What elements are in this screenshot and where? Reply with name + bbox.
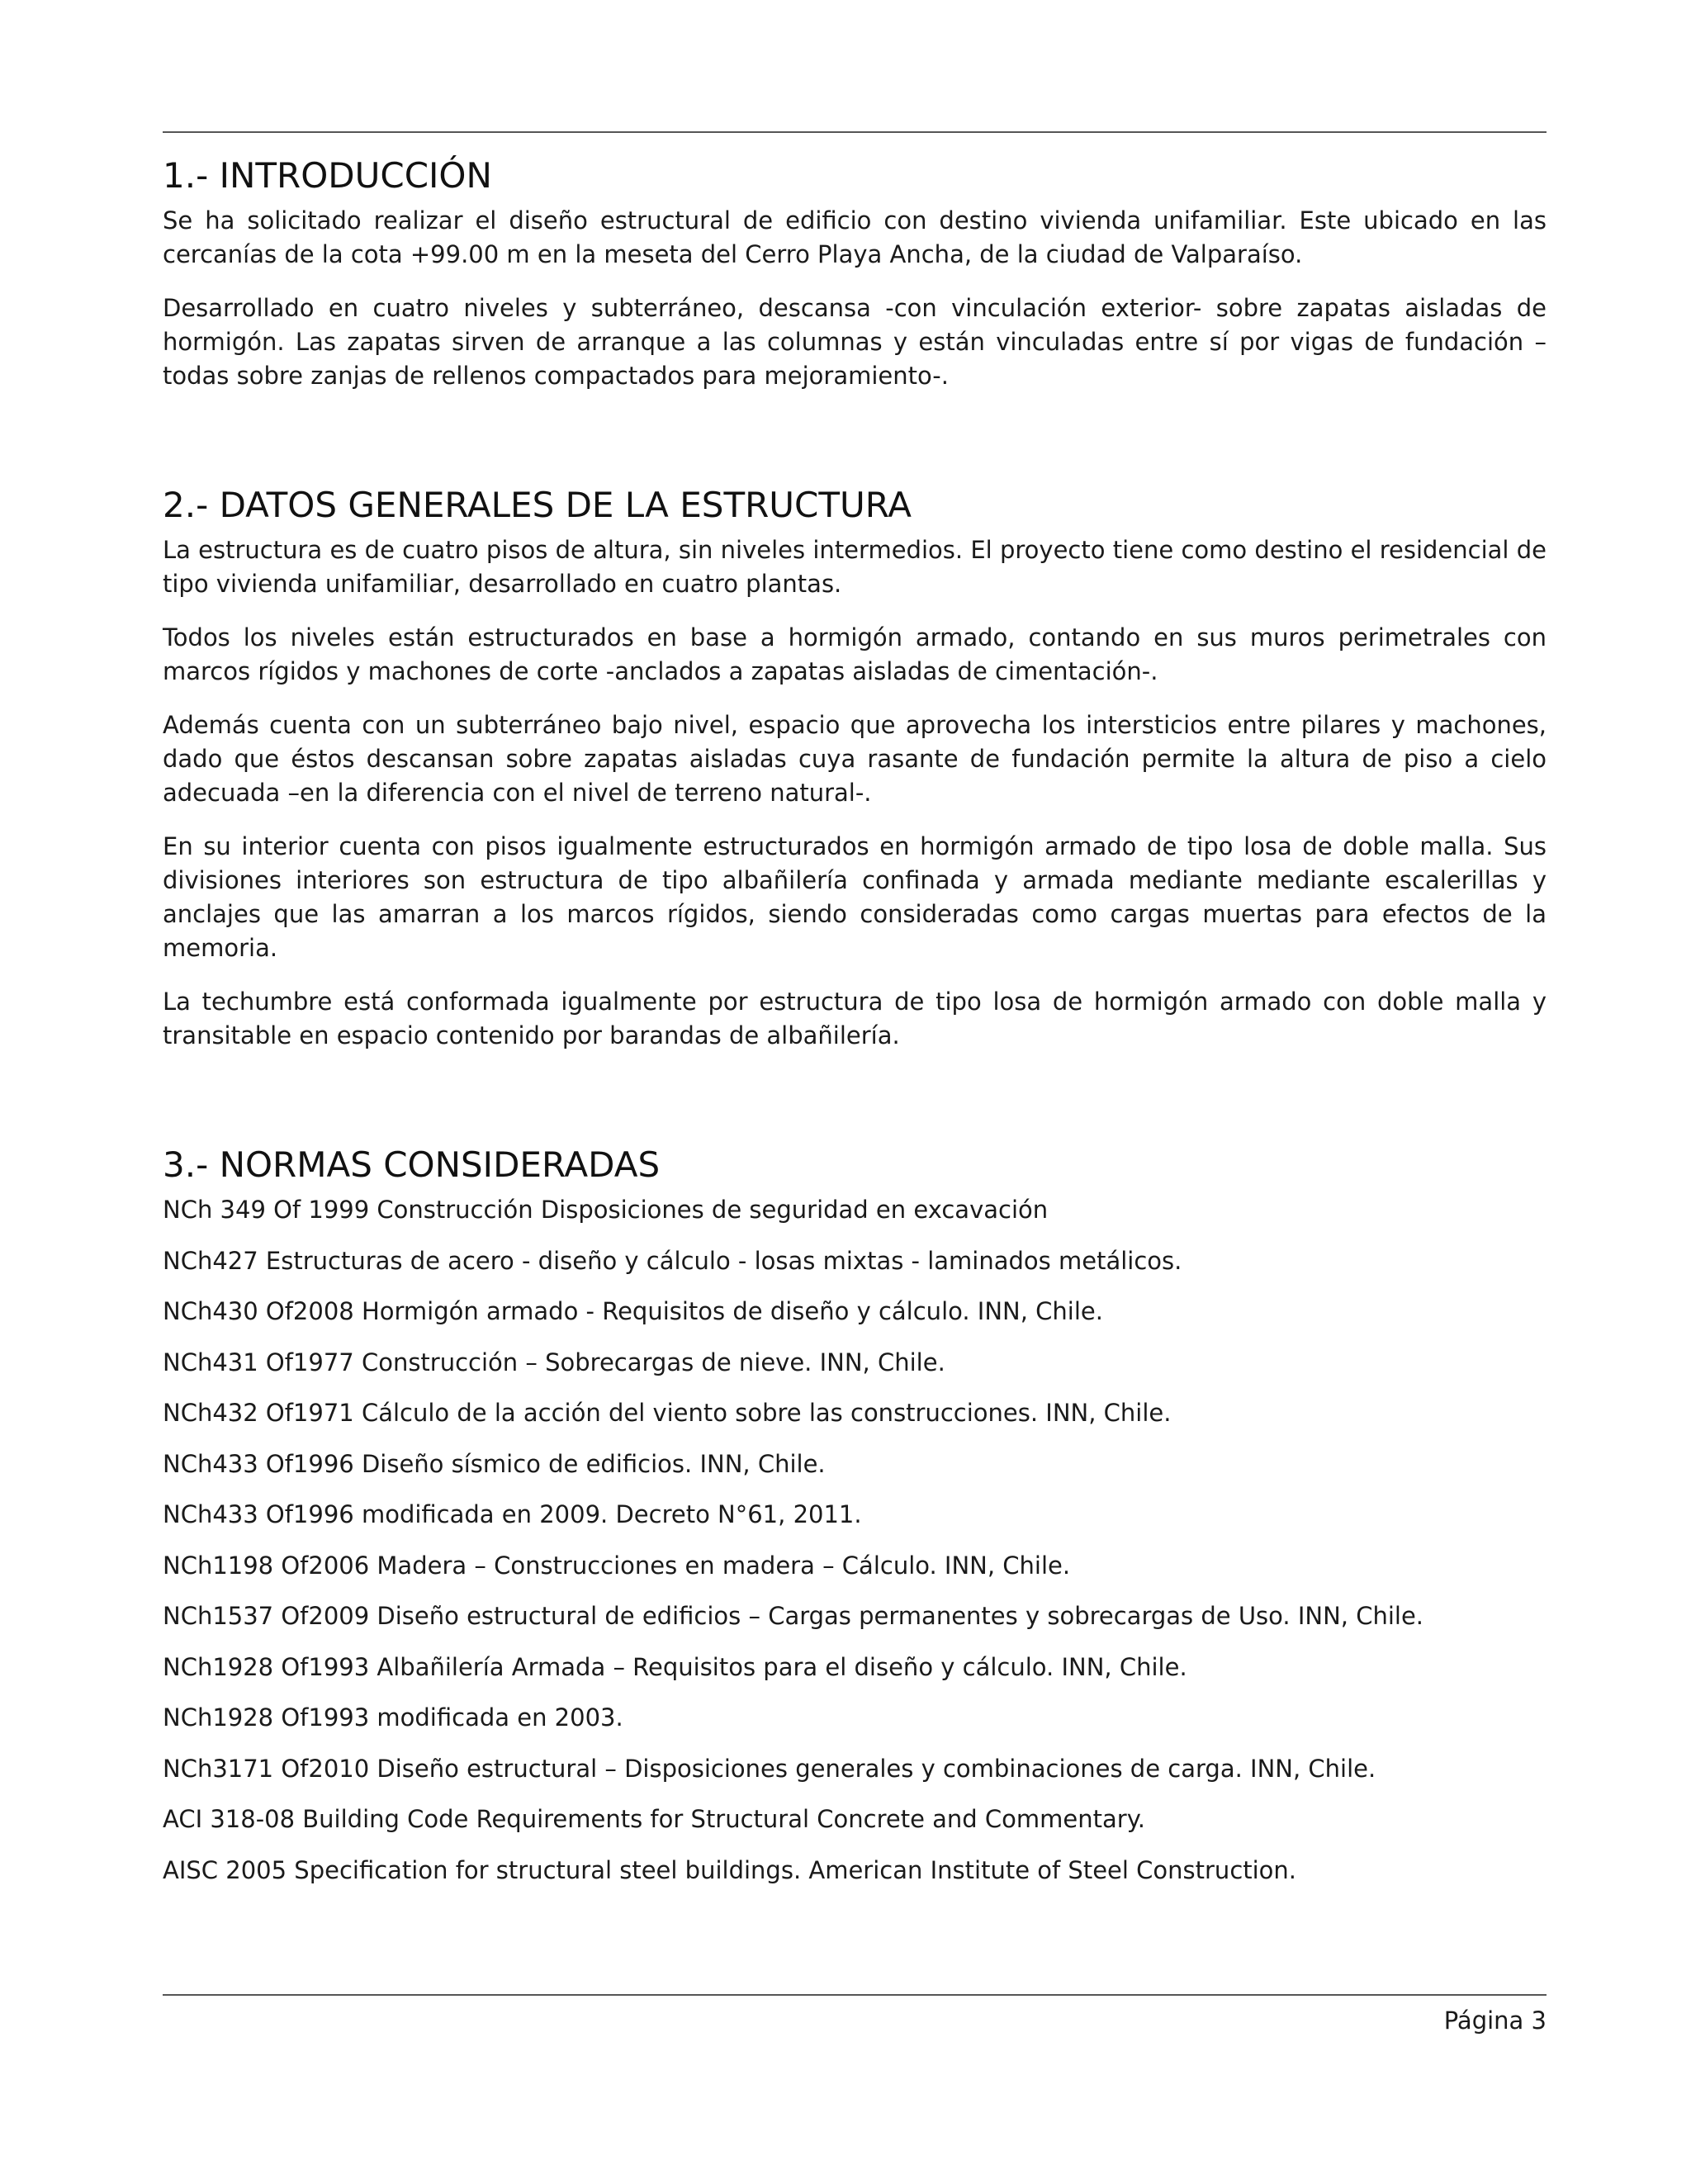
norm-item: NCh430 Of2008 Hormigón armado - Requisitos de diseño y cálculo. INN, Chile. (163, 1297, 1103, 1325)
section-heading: 2.- DATOS GENERALES DE LA ESTRUCTURA (163, 485, 912, 525)
section-normas (163, 1142, 1547, 1888)
norms-list (163, 1193, 1547, 1888)
paragraph: Todos los niveles están estructurados en base a hormigón armado, contando en sus muros perimetrales con marcos rígidos y machones de corte -anclados a zapatas aisladas de cimentación-. (163, 623, 1547, 685)
section-datos-generales (163, 482, 1547, 1053)
norm-item: AISC 2005 Specification for structural steel buildings. American Institute of Steel Construction. (163, 1855, 1297, 1884)
section-heading: 3.- NORMAS CONSIDERADAS (163, 1144, 661, 1185)
document-body (163, 153, 1547, 1904)
footer-rule (163, 1994, 1547, 1996)
section-spacer (163, 1073, 1547, 1142)
paragraph: Además cuenta con un subterráneo bajo nivel, espacio que aprovecha los intersticios entre pilares y machones, dado que éstos descansan sobre zapatas aisladas cuya rasante de fundación permite la altura de piso a cielo adecuada –en la diferencia con el nivel de terreno natural-. (163, 711, 1547, 807)
norm-item: NCh431 Of1977 Construcción – Sobrecargas de nieve. INN, Chile. (163, 1348, 945, 1376)
norm-item: NCh 349 Of 1999 Construcción Disposiciones de seguridad en excavación (163, 1196, 1049, 1224)
norm-item: NCh433 Of1996 Diseño sísmico de edificios. INN, Chile. (163, 1449, 826, 1478)
paragraph: La techumbre está conformada igualmente por estructura de tipo losa de hormigón armado con doble malla y transitable en espacio contenido por barandas de albañilería. (163, 988, 1547, 1049)
paragraph: La estructura es de cuatro pisos de altura, sin niveles intermedios. El proyecto tiene como destino el residencial de tipo vivienda unifamiliar, desarrollado en cuatro plantas. (163, 536, 1547, 598)
norm-item: NCh1928 Of1993 Albañilería Armada – Requisitos para el diseño y cálculo. INN, Chile. (163, 1652, 1187, 1681)
paragraph: En su interior cuenta con pisos igualmente estructurados en hormigón armado de tipo losa de doble malla. Sus divisiones interiores son estructura de tipo albañilería confinada y armada mediante mediante escalerillas y anclajes que las amarran a los marcos rígidos, siendo consideradas como cargas muertas para efectos de la memoria. (163, 832, 1547, 962)
norm-item: NCh1198 Of2006 Madera – Construcciones en madera – Cálculo. INN, Chile. (163, 1551, 1071, 1580)
paragraph: Se ha solicitado realizar el diseño estructural de edificio con destino vivienda unifamiliar. Este ubicado en las cercanías de la cota +99.00 m en la meseta del Cerro Playa Ancha, de la ciudad de Valparaíso. (163, 206, 1547, 268)
page-number: Página 3 (1443, 2006, 1547, 2035)
norm-item: NCh1928 Of1993 modificada en 2003. (163, 1703, 623, 1732)
header-rule (163, 131, 1547, 133)
norm-item: NCh3171 Of2010 Diseño estructural – Disposiciones generales y combinaciones de carga. INN, Chile. (163, 1754, 1376, 1783)
paragraph: Desarrollado en cuatro niveles y subterráneo, descansa -con vinculación exterior- sobre zapatas aisladas de hormigón. Las zapatas sirven de arranque a las columnas y están vinculadas entre sí por vigas de fundación –todas sobre zanjas de rellenos compactados para mejoramiento-. (163, 294, 1547, 390)
section-introduccion (163, 153, 1547, 393)
norm-item: ACI 318-08 Building Code Requirements for Structural Concrete and Commentary. (163, 1805, 1145, 1833)
norm-item: NCh427 Estructuras de acero - diseño y cálculo - losas mixtas - laminados metálicos. (163, 1246, 1182, 1275)
norm-item: NCh432 Of1971 Cálculo de la acción del viento sobre las construcciones. INN, Chile. (163, 1399, 1172, 1427)
norm-item: NCh1537 Of2009 Diseño estructural de edificios – Cargas permanentes y sobrecargas de Uso. INN, Chile. (163, 1602, 1424, 1630)
norm-item: NCh433 Of1996 modificada en 2009. Decreto N°61, 2011. (163, 1500, 862, 1528)
section-heading: 1.- INTRODUCCIÓN (163, 155, 492, 196)
section-spacer (163, 413, 1547, 482)
